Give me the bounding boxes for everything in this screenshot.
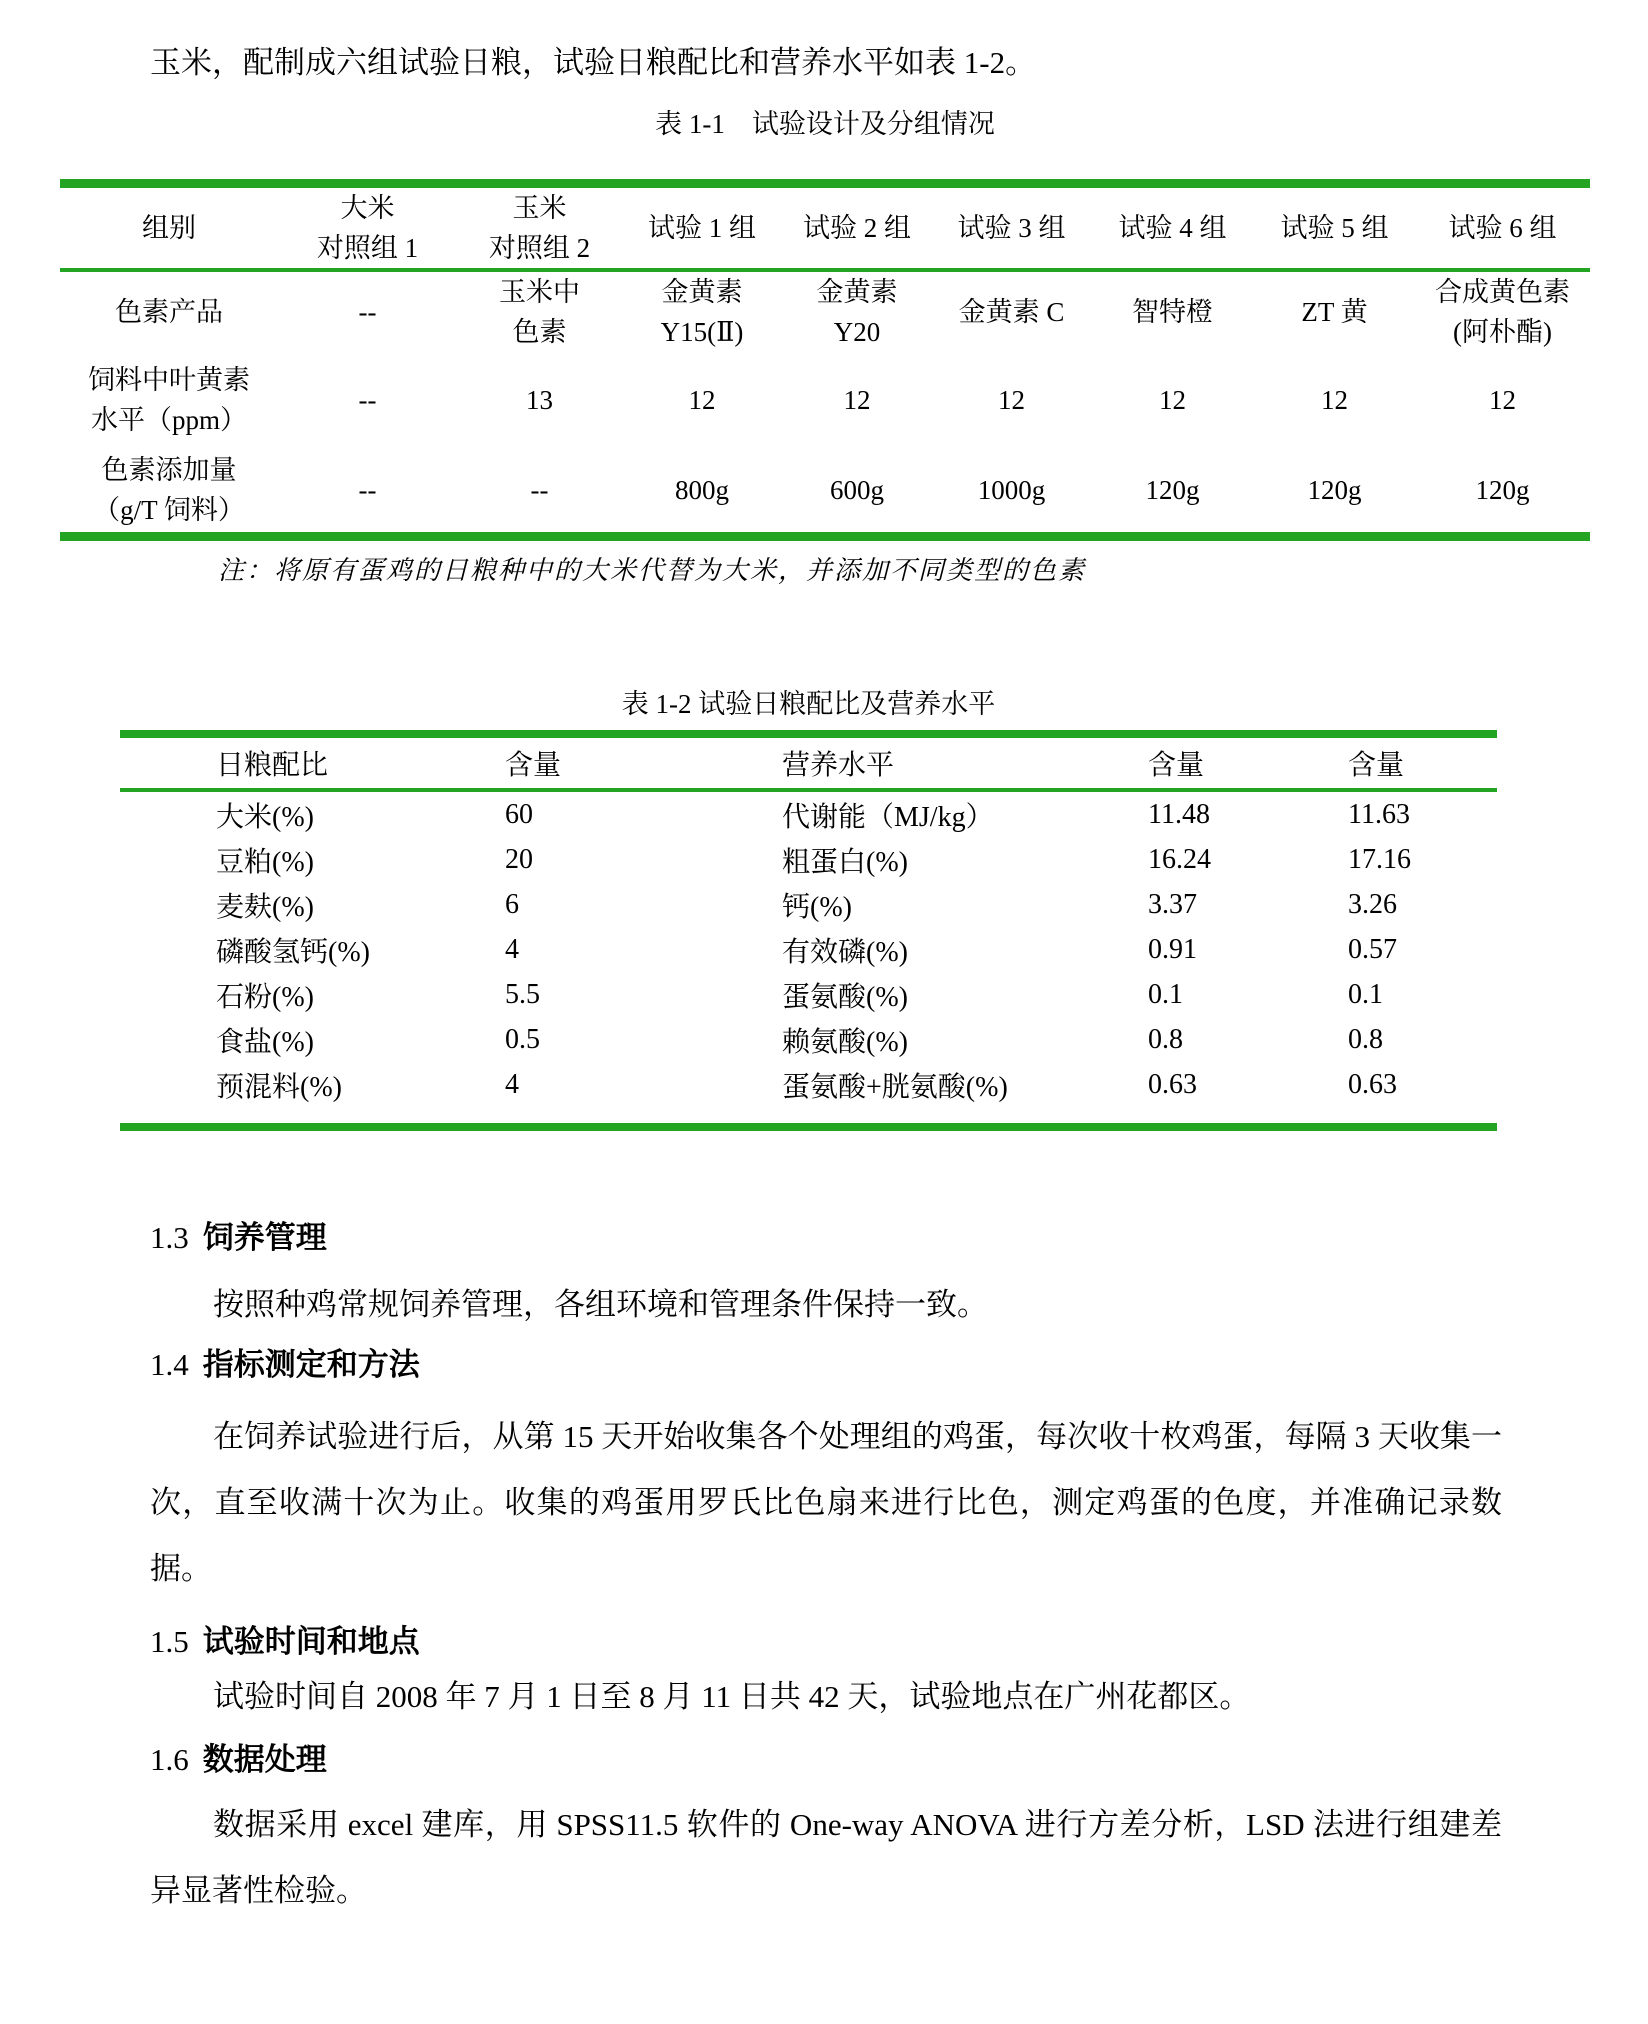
ingredient: 磷酸氢钙(%): [216, 936, 370, 968]
ingredient: 食盐(%): [216, 1026, 314, 1058]
table2-row: [120, 790, 1497, 837]
label-line: 饲料中叶黄素: [88, 364, 250, 395]
table1-header-trial3: 试验 3 组: [932, 184, 1091, 271]
value2: 0.8: [1348, 1023, 1383, 1055]
table1-header-trial6: 试验 6 组: [1415, 184, 1590, 271]
row-label: [60, 352, 278, 447]
amount: 20: [505, 843, 533, 875]
section-body-1-6: 数据采用 excel 建库，用 SPSS11.5 软件的 One-way ANOVA 进行方差分析，LSD 法进行组建差异显著性检验。: [150, 1807, 1502, 1908]
cell-line: 合成黄色素: [1435, 277, 1570, 307]
section-heading-1-3: [150, 1218, 327, 1258]
section-body-1-4: 在饲养试验进行后，从第 15 天开始收集各个处理组的鸡蛋，每次收十枚鸡蛋，每隔 3 天收集一次，直至收满十次为止。收集的鸡蛋用罗氏比色扇来进行比色，测定鸡蛋的色度，并准确记录数据。: [150, 1419, 1502, 1586]
value1: 11.48: [1148, 798, 1210, 830]
table2-row: [120, 837, 1497, 882]
amount: 5.5: [505, 978, 540, 1010]
section-title: 数据处理: [202, 1742, 327, 1777]
cell: 600g: [830, 474, 884, 505]
nutrient: 钙(%): [782, 891, 852, 923]
cell-line: 色素: [512, 317, 567, 347]
table2-header-amount3: 含量: [1348, 734, 1497, 790]
cell: 金黄素 C: [958, 297, 1065, 327]
table2-header-row: [120, 734, 1497, 790]
section-body-1-5: 试验时间自 2008 年 7 月 1 日至 8 月 11 日共 42 天，试验地点在广州花都区。: [213, 1679, 1251, 1714]
table1-header-row: [60, 184, 1590, 271]
intro-paragraph: 玉米，配制成六组试验日粮，试验日粮配比和营养水平如表 1-2。: [150, 45, 1037, 80]
table2-row: [120, 1017, 1497, 1062]
cell: 12: [843, 384, 871, 415]
table2-header-amount1: 含量: [505, 734, 782, 790]
nutrient: 蛋氨酸(%): [782, 981, 908, 1013]
cell: ZT 黄: [1301, 297, 1368, 327]
cell: 120g: [1475, 474, 1530, 505]
cell: --: [530, 474, 549, 505]
amount: 4: [505, 933, 519, 965]
table-1-2: [120, 730, 1497, 1131]
section-heading-1-4: [150, 1345, 420, 1385]
cell: 120g: [1145, 474, 1200, 505]
value2: 11.63: [1348, 798, 1410, 830]
table2-row: [120, 927, 1497, 972]
table1-header-corn-control: [457, 184, 622, 271]
cell: 智特橙: [1132, 297, 1213, 327]
label-line: 色素添加量: [101, 454, 237, 485]
section-title: 试验时间和地点: [202, 1624, 420, 1659]
value1: 16.24: [1148, 843, 1211, 875]
section-body-1-3: 按照种鸡常规饲养管理，各组环境和管理条件保持一致。: [213, 1287, 988, 1322]
cell: 12: [688, 384, 716, 415]
table1-row-lutein-level: [60, 352, 1590, 447]
cell-line: 金黄素: [816, 277, 898, 307]
section-title: 饲养管理: [202, 1220, 327, 1255]
table1-caption: 表 1-1 试验设计及分组情况: [655, 109, 995, 139]
cell-line: 金黄素: [661, 277, 743, 307]
ingredient: 豆粕(%): [216, 846, 314, 878]
cell: --: [358, 384, 377, 415]
ingredient: 麦麸(%): [216, 891, 314, 923]
value2: 17.16: [1348, 843, 1411, 875]
section-title: 指标测定和方法: [202, 1347, 420, 1382]
cell-line: Y15(Ⅱ): [660, 317, 744, 347]
cell: 13: [526, 384, 553, 415]
table1-header-trial5: 试验 5 组: [1254, 184, 1415, 271]
table2-header-nutrition: 营养水平: [782, 734, 1148, 790]
amount: 60: [505, 798, 533, 830]
value1: 0.8: [1148, 1023, 1183, 1055]
table1-header-trial1: 试验 1 组: [622, 184, 782, 271]
amount: 4: [505, 1068, 519, 1100]
value2: 0.57: [1348, 933, 1397, 965]
cell: [1415, 270, 1590, 352]
table1-row-pigment-product: [60, 270, 1590, 352]
cell: 800g: [675, 474, 729, 505]
cell: --: [358, 297, 377, 327]
nutrient: 有效磷(%): [782, 936, 908, 968]
nutrient: 代谢能（MJ/kg）: [782, 801, 994, 833]
amount: 0.5: [505, 1023, 540, 1055]
cell: 1000g: [977, 474, 1046, 505]
header-line: 对照组 1: [316, 233, 419, 263]
ingredient: 石粉(%): [216, 981, 314, 1013]
header-line: 玉米: [512, 193, 567, 223]
table2-row: [120, 972, 1497, 1017]
table1-header-rice-control: [278, 184, 457, 271]
cell-line: (阿朴酯): [1453, 317, 1552, 347]
table2-header-diet: 日粮配比: [120, 734, 505, 790]
amount: 6: [505, 888, 519, 920]
label-line: （g/T 饲料）: [93, 494, 245, 525]
nutrient: 赖氨酸(%): [782, 1026, 908, 1058]
section-heading-1-6: [150, 1740, 327, 1780]
cell: 120g: [1307, 474, 1362, 505]
table1-header-trial2: 试验 2 组: [782, 184, 932, 271]
cell: 12: [998, 384, 1025, 415]
section-number: 1.3: [150, 1220, 189, 1255]
header-line: 大米: [340, 193, 395, 223]
row-label: [60, 447, 278, 537]
cell: 12: [1489, 384, 1516, 415]
section-number: 1.4: [150, 1347, 189, 1382]
cell: [622, 270, 782, 352]
table1-header-trial4: 试验 4 组: [1091, 184, 1254, 271]
table2-row: [120, 1062, 1497, 1127]
cell: 12: [1159, 384, 1186, 415]
value1: 3.37: [1148, 888, 1197, 920]
ingredient: 预混料(%): [216, 1071, 342, 1103]
value1: 0.91: [1148, 933, 1197, 965]
value2: 0.63: [1348, 1068, 1397, 1100]
cell: [782, 270, 932, 352]
table1-footnote: 注：将原有蛋鸡的日粮种中的大米代替为大米，并添加不同类型的色素: [218, 556, 1087, 585]
table2-caption: 表 1-2 试验日粮配比及营养水平: [621, 689, 996, 719]
cell: [457, 270, 622, 352]
section-number: 1.5: [150, 1624, 189, 1659]
cell: 12: [1321, 384, 1348, 415]
header-line: 对照组 2: [488, 233, 591, 263]
table2-header-amount2: 含量: [1148, 734, 1348, 790]
section-heading-1-5: [150, 1622, 420, 1662]
nutrient: 粗蛋白(%): [782, 846, 908, 878]
value2: 0.1: [1348, 978, 1383, 1010]
row-label: 色素产品: [115, 297, 223, 327]
table2-row: [120, 882, 1497, 927]
nutrient: 蛋氨酸+胱氨酸(%): [782, 1071, 1008, 1103]
value1: 0.1: [1148, 978, 1183, 1010]
label-line: 水平（ppm）: [90, 404, 247, 435]
cell-line: Y20: [833, 317, 881, 347]
value1: 0.63: [1148, 1068, 1197, 1100]
table1-row-pigment-dosage: [60, 447, 1590, 537]
cell: --: [358, 474, 377, 505]
value2: 3.26: [1348, 888, 1397, 920]
section-number: 1.6: [150, 1742, 189, 1777]
table1-header-group: 组别: [60, 184, 278, 271]
table-1-1: [60, 179, 1590, 541]
ingredient: 大米(%): [216, 801, 314, 833]
cell-line: 玉米中: [499, 277, 580, 307]
